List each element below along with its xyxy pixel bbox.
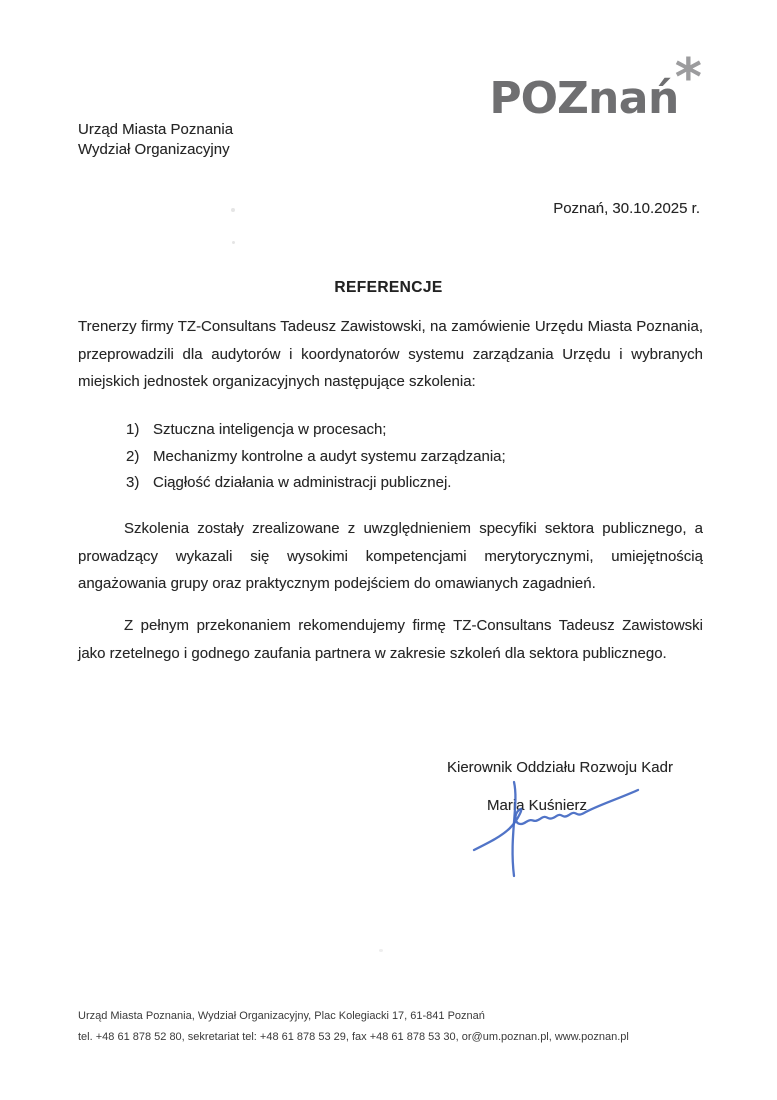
- list-item-number: 2): [126, 447, 140, 465]
- trainings-list: [126, 417, 646, 497]
- logo-text-lower: nań: [587, 73, 679, 124]
- scan-speck: [379, 949, 383, 952]
- list-item: [126, 470, 646, 497]
- paragraph-recommendation: Z pełnym przekonaniem rekomendujemy firmę TZ-Consultans Tadeusz Zawistowski jako rzetelnego i godnego zaufania partnera w zakresie szkoleń dla sektora publicznego.: [78, 617, 703, 662]
- scan-speck: [232, 241, 235, 244]
- list-item-text: Mechanizmy kontrolne a audyt systemu zarządzania;: [153, 447, 506, 465]
- paragraph-quality: Szkolenia zostały zrealizowane z uwzględnieniem specyfiki sektora publicznego, a prowadzący wykazali się wysokimi kompetencjami merytorycznymi, umiejętnością angażowania grupy oraz praktycznym podejściem do omawianych zagadnień.: [78, 520, 703, 592]
- footer-contact-line: tel. +48 61 878 52 80, sekretariat tel: +48 61 878 53 29, fax +48 61 878 53 30, or@um.poznan.pl, www.poznan.pl: [78, 1031, 629, 1043]
- handwritten-signature: [468, 776, 653, 886]
- signature-scribble-stroke: [474, 790, 638, 850]
- logo-text-caps: POZ: [489, 73, 588, 124]
- list-item-number: 1): [126, 421, 140, 438]
- letter-footer: [78, 1006, 629, 1048]
- paragraph-intro: Trenerzy firmy TZ-Consultans Tadeusz Zawistowski, na zamówienie Urzędu Miasta Poznania, przeprowadzili dla audytorów i koordynatorów systemu zarządzania Urzędu i wybranych miejskich jednostek organizacyjnych następujące szkolenia:: [78, 318, 703, 390]
- scan-speck: [231, 208, 235, 212]
- sender-organization: Urząd Miasta Poznania: [78, 121, 234, 138]
- poznan-logo: [489, 48, 702, 124]
- document-title: REFERENCJE: [334, 279, 443, 296]
- list-item-text: Sztuczna inteligencja w procesach;: [153, 421, 387, 438]
- signer-role: Kierownik Oddziału Rozwoju Kadr: [447, 759, 673, 776]
- list-item-number: 3): [126, 474, 140, 491]
- logo-star-icon: *: [674, 48, 702, 108]
- signature-vertical-stroke: [513, 782, 516, 876]
- sender-department: Wydział Organizacyjny: [78, 141, 230, 158]
- list-item: [126, 444, 646, 471]
- list-item-text: Ciągłość działania w administracji publicznej.: [153, 474, 452, 491]
- list-item: [126, 417, 646, 444]
- sender-block: [78, 120, 233, 160]
- footer-address-line: Urząd Miasta Poznania, Wydział Organizacyjny, Plac Kolegiacki 17, 61-841 Poznań: [78, 1010, 485, 1022]
- signer-name: Maria Kuśnierz: [487, 797, 588, 814]
- place-and-date: Poznań, 30.10.2025 r.: [553, 200, 700, 217]
